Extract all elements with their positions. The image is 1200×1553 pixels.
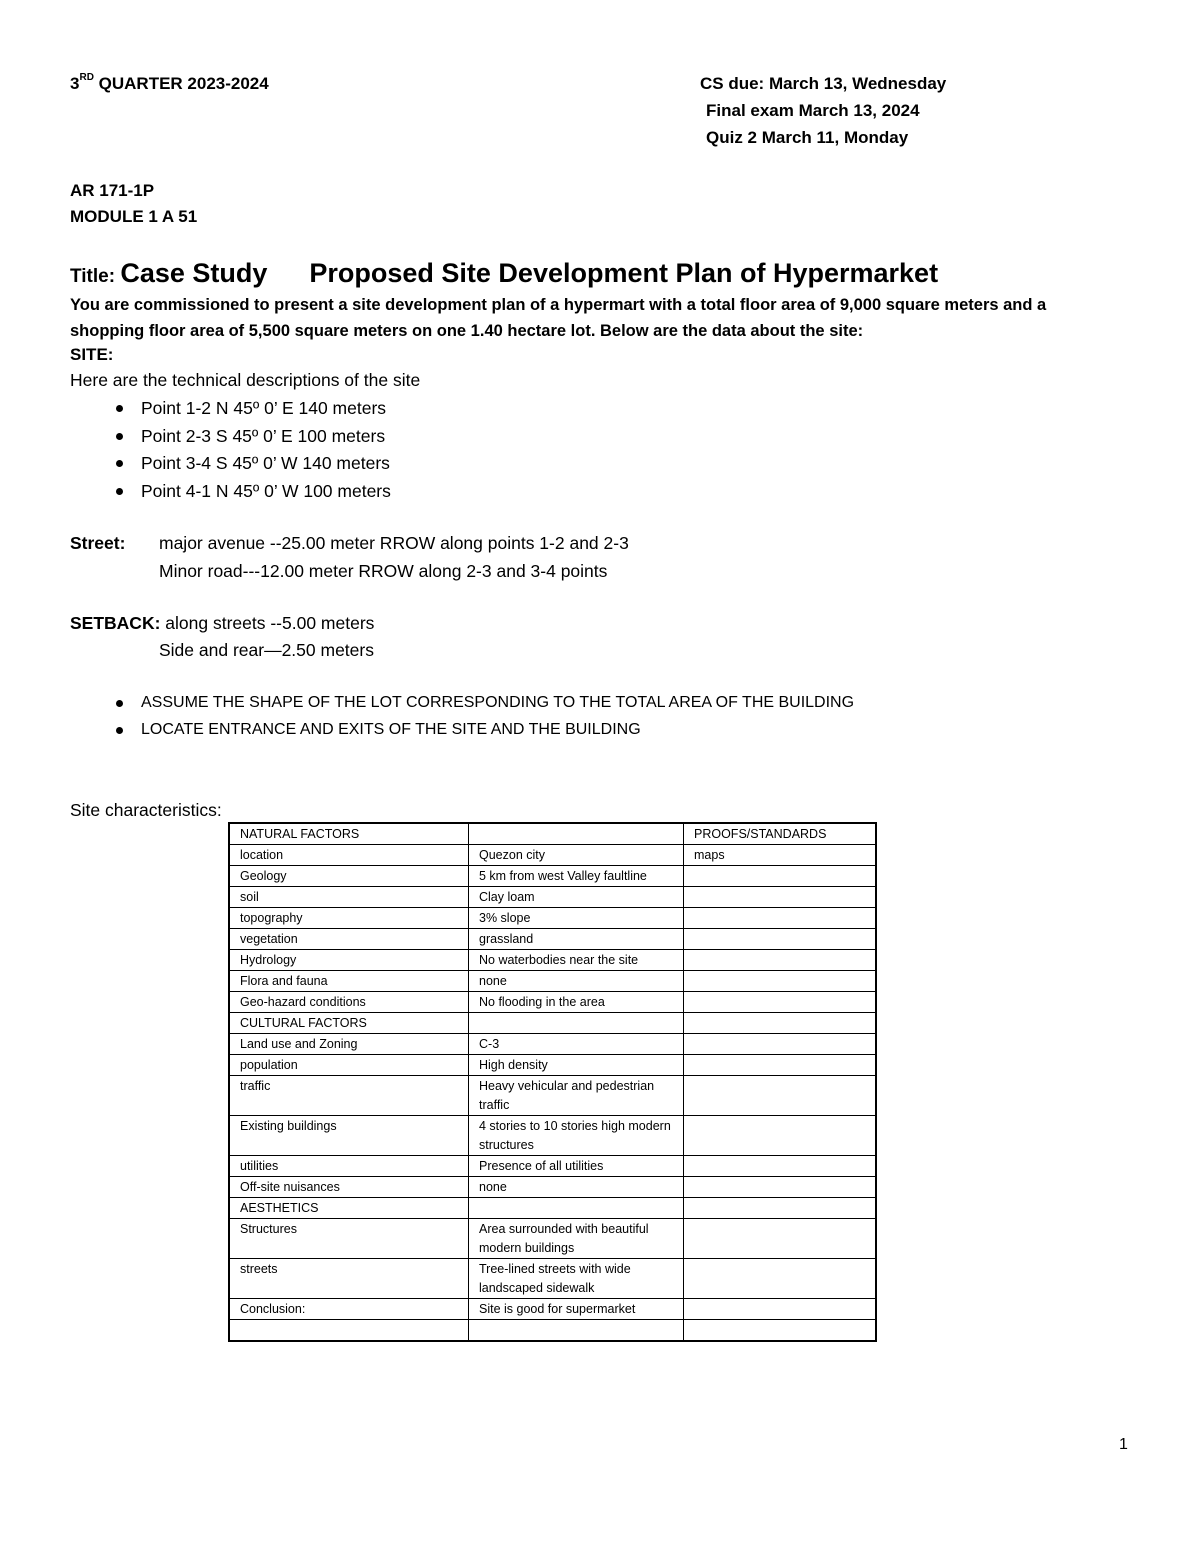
street-line-1: major avenue --25.00 meter RROW along points 1-2 and 2-3 xyxy=(159,533,629,553)
table-row xyxy=(229,1320,876,1342)
tech-desc-label: Here are the technical descriptions of the site xyxy=(70,370,421,390)
table-cell xyxy=(684,1299,877,1320)
site-characteristics-table xyxy=(228,822,877,1342)
table-cell: High density xyxy=(469,1055,684,1076)
table-cell xyxy=(684,971,877,992)
table-cell xyxy=(684,992,877,1013)
table-cell xyxy=(684,1156,877,1177)
final-exam-date: Final exam March 13, 2024 xyxy=(706,101,920,120)
table-cell xyxy=(229,1320,469,1342)
table-cell: AESTHETICS xyxy=(229,1198,469,1219)
table-cell: Flora and fauna xyxy=(229,971,469,992)
module-label: MODULE 1 A 51 xyxy=(70,207,198,226)
table-cell xyxy=(684,866,877,887)
table-cell: Presence of all utilities xyxy=(469,1156,684,1177)
table-cell: traffic xyxy=(229,1076,469,1116)
table-cell: Off-site nuisances xyxy=(229,1177,469,1198)
table-cell xyxy=(684,950,877,971)
quarter-prefix: 3 xyxy=(70,74,80,93)
table-cell xyxy=(684,887,877,908)
table-cell: topography xyxy=(229,908,469,929)
table-row xyxy=(229,866,876,887)
intro-line-2: shopping floor area of 5,500 square meters on one 1.40 hectare lot. Below are the data about the site: xyxy=(70,322,864,340)
table-cell xyxy=(684,1320,877,1342)
table-cell: soil xyxy=(229,887,469,908)
table-cell: grassland xyxy=(469,929,684,950)
table-cell: none xyxy=(469,1177,684,1198)
table-cell: CULTURAL FACTORS xyxy=(229,1013,469,1034)
table-cell: Heavy vehicular and pedestrian traffic xyxy=(469,1076,684,1116)
street-label: Street: xyxy=(70,533,126,553)
table-cell: Clay loam xyxy=(469,887,684,908)
point-3-4: Point 3-4 S 45º 0’ W 140 meters xyxy=(141,453,390,473)
table-cell: Land use and Zoning xyxy=(229,1034,469,1055)
table-cell: 4 stories to 10 stories high modern structures xyxy=(469,1116,684,1156)
table-cell xyxy=(684,908,877,929)
course-code: AR 171-1P xyxy=(70,181,155,200)
table-cell: Structures xyxy=(229,1219,469,1259)
table-cell: NATURAL FACTORS xyxy=(229,823,469,845)
bullet-icon xyxy=(116,488,123,495)
table-cell xyxy=(469,823,684,845)
table-cell xyxy=(469,1198,684,1219)
title-label: Title: xyxy=(70,266,121,287)
intro-line-1: You are commissioned to present a site development plan of a hypermart with a total floor area of 9,000 square meters and a xyxy=(70,296,1047,314)
table-row xyxy=(229,1198,876,1219)
table-cell: 3% slope xyxy=(469,908,684,929)
point-2-3: Point 2-3 S 45º 0’ E 100 meters xyxy=(141,426,386,446)
table-cell xyxy=(684,1177,877,1198)
quarter-heading xyxy=(70,74,269,94)
table-cell: maps xyxy=(684,845,877,866)
table-cell: none xyxy=(469,971,684,992)
table-row xyxy=(229,1299,876,1320)
table-row xyxy=(229,1055,876,1076)
table-cell: Area surrounded with beautiful modern buildings xyxy=(469,1219,684,1259)
table-cell: population xyxy=(229,1055,469,1076)
table-row xyxy=(229,1219,876,1259)
bullet-icon xyxy=(116,700,123,707)
table-cell xyxy=(684,1076,877,1116)
table-cell xyxy=(684,1055,877,1076)
table-cell xyxy=(684,1034,877,1055)
quiz2-date: Quiz 2 March 11, Monday xyxy=(706,128,909,147)
site-label: SITE: xyxy=(70,345,114,364)
setback-streets: along streets --5.00 meters xyxy=(160,613,375,633)
table-row xyxy=(229,1034,876,1055)
table-row xyxy=(229,929,876,950)
table-cell xyxy=(469,1013,684,1034)
table-cell: No flooding in the area xyxy=(469,992,684,1013)
instruction-entrances: LOCATE ENTRANCE AND EXITS OF THE SITE AND THE BUILDING xyxy=(141,721,641,738)
table-cell: Existing buildings xyxy=(229,1116,469,1156)
table-cell: PROOFS/STANDARDS xyxy=(684,823,877,845)
table-row xyxy=(229,1076,876,1116)
table-row xyxy=(229,950,876,971)
quarter-rest: QUARTER 2023-2024 xyxy=(93,74,269,93)
instruction-shape: ASSUME THE SHAPE OF THE LOT CORRESPONDING TO THE TOTAL AREA OF THE BUILDING xyxy=(141,694,855,711)
bullet-icon xyxy=(116,727,123,734)
cs-due-date: CS due: March 13, Wednesday xyxy=(700,74,947,93)
table-cell: Quezon city xyxy=(469,845,684,866)
page-number: 1 xyxy=(1119,1436,1128,1453)
table-cell xyxy=(684,929,877,950)
table-cell: streets xyxy=(229,1259,469,1299)
setback-label: SETBACK: xyxy=(70,613,161,633)
page-title xyxy=(70,258,938,289)
table-row xyxy=(229,887,876,908)
bullet-icon xyxy=(116,405,123,412)
quarter-superscript: RD xyxy=(79,72,94,84)
title-main: Proposed Site Development Plan of Hypermarket xyxy=(309,258,939,288)
table-cell: Geo-hazard conditions xyxy=(229,992,469,1013)
table-cell xyxy=(684,1259,877,1299)
table-row xyxy=(229,1013,876,1034)
table-cell: Site is good for supermarket xyxy=(469,1299,684,1320)
setback-line-1 xyxy=(70,613,374,634)
table-cell: Conclusion: xyxy=(229,1299,469,1320)
table-cell xyxy=(684,1198,877,1219)
title-case-study: Case Study xyxy=(120,258,268,288)
bullet-icon xyxy=(116,460,123,467)
point-1-2: Point 1-2 N 45º 0’ E 140 meters xyxy=(141,398,387,418)
street-line-2: Minor road---12.00 meter RROW along 2-3 and 3-4 points xyxy=(159,561,608,581)
table-cell xyxy=(684,1013,877,1034)
setback-line-2: Side and rear—2.50 meters xyxy=(159,640,374,660)
table-cell: utilities xyxy=(229,1156,469,1177)
table-row xyxy=(229,992,876,1013)
site-characteristics-label: Site characteristics: xyxy=(70,800,222,820)
table-row xyxy=(229,845,876,866)
table-row xyxy=(229,823,876,845)
table-cell: Hydrology xyxy=(229,950,469,971)
table-cell: No waterbodies near the site xyxy=(469,950,684,971)
bullet-icon xyxy=(116,433,123,440)
table-row xyxy=(229,1156,876,1177)
table-cell: C-3 xyxy=(469,1034,684,1055)
table-cell: vegetation xyxy=(229,929,469,950)
table-cell: location xyxy=(229,845,469,866)
table-cell xyxy=(684,1116,877,1156)
table-row xyxy=(229,1177,876,1198)
table-cell: 5 km from west Valley faultline xyxy=(469,866,684,887)
table-cell xyxy=(469,1320,684,1342)
table-row xyxy=(229,971,876,992)
table-cell: Geology xyxy=(229,866,469,887)
table-cell xyxy=(684,1219,877,1259)
table-row xyxy=(229,1116,876,1156)
point-4-1: Point 4-1 N 45º 0’ W 100 meters xyxy=(141,481,391,501)
table-row xyxy=(229,908,876,929)
table-row xyxy=(229,1259,876,1299)
table-cell: Tree-lined streets with wide landscaped sidewalk xyxy=(469,1259,684,1299)
